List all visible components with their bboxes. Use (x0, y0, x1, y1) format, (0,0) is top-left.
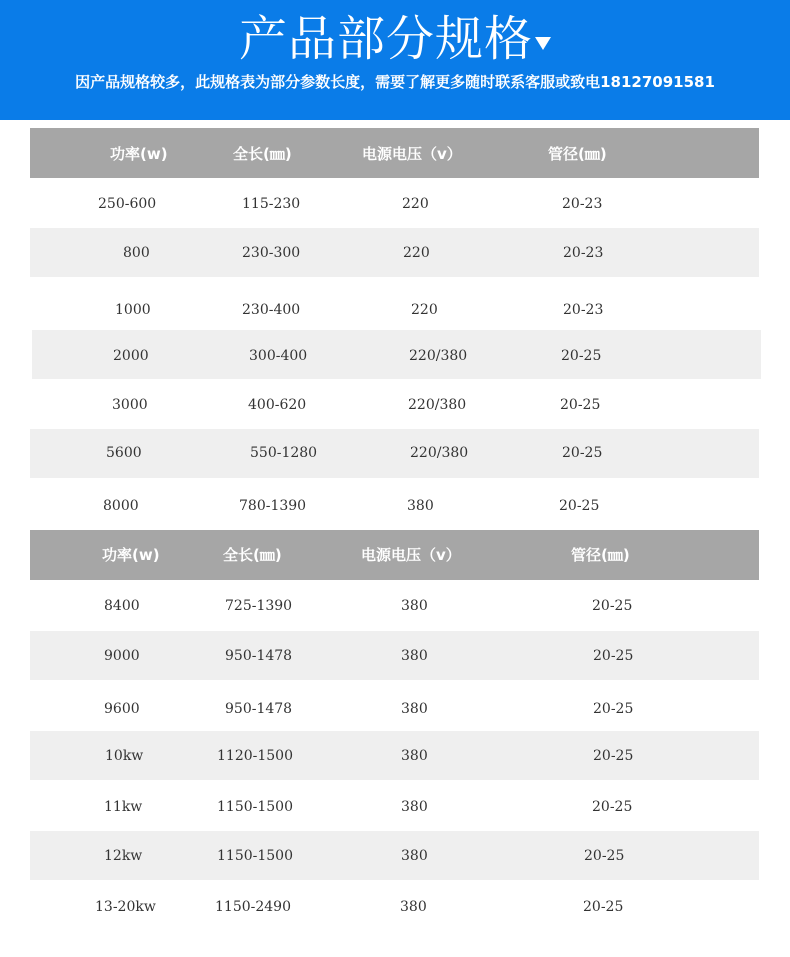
table2-cell-diameter: 20-25 (593, 748, 634, 764)
table1-header-voltage: 电源电压（v） (362, 145, 462, 163)
table2-cell-power: 9000 (104, 648, 140, 664)
table2-cell-diameter: 20-25 (583, 899, 624, 915)
table2-cell-diameter: 20-25 (584, 848, 625, 864)
table1-cell-length: 550-1280 (250, 445, 318, 461)
table2-cell-length: 725-1390 (225, 598, 293, 614)
page-subtitle: 因产品规格较多，此规格表为部分参数长度，需要了解更多随时联系客服或致电18127091581 (75, 73, 715, 91)
table1-header-power: 功率(w) (110, 145, 168, 163)
table1-cell-power: 1000 (115, 302, 151, 318)
table2-cell-voltage: 380 (400, 899, 427, 915)
table2-cell-diameter: 20-25 (593, 701, 634, 717)
table1-cell-length: 780-1390 (239, 498, 307, 514)
table1-cell-power: 250-600 (98, 196, 157, 212)
table1-cell-diameter: 20-25 (561, 348, 602, 364)
table2-header-power: 功率(w) (102, 546, 160, 564)
header-banner (0, 0, 790, 120)
table1-cell-diameter: 20-25 (559, 498, 600, 514)
table1-cell-diameter: 20-25 (562, 445, 603, 461)
table2-cell-length: 1120-1500 (217, 748, 293, 764)
table2-cell-length: 950-1478 (225, 648, 293, 664)
table1-cell-voltage: 220/380 (408, 397, 467, 413)
table1-cell-length: 230-400 (242, 302, 301, 318)
table2-cell-voltage: 380 (401, 598, 428, 614)
table2-cell-voltage: 380 (401, 648, 428, 664)
table2-cell-voltage: 380 (401, 848, 428, 864)
table2-cell-power: 9600 (104, 701, 140, 717)
table2-cell-power: 10kw (105, 748, 144, 764)
table1-cell-voltage: 220/380 (409, 348, 468, 364)
table1-cell-length: 230-300 (242, 245, 301, 261)
table1-cell-length: 115-230 (242, 196, 301, 212)
table2-cell-power: 12kw (104, 848, 143, 864)
table1-cell-diameter: 20-23 (563, 302, 604, 318)
table1-cell-voltage: 220/380 (410, 445, 469, 461)
table1-header-length: 全长(㎜) (233, 145, 292, 163)
table2-cell-length: 950-1478 (225, 701, 293, 717)
table1-cell-length: 300-400 (249, 348, 308, 364)
table2-cell-diameter: 20-25 (593, 648, 634, 664)
table1-cell-voltage: 220 (402, 196, 429, 212)
table1-cell-power: 5600 (106, 445, 142, 461)
table2-cell-diameter: 20-25 (592, 799, 633, 815)
table2-cell-length: 1150-1500 (217, 848, 293, 864)
table2-cell-power: 8400 (104, 598, 140, 614)
table1-header-diameter: 管径(㎜) (548, 145, 607, 163)
table1-cell-diameter: 20-23 (563, 245, 604, 261)
table2-cell-voltage: 380 (401, 799, 428, 815)
table1-cell-voltage: 380 (407, 498, 434, 514)
table1-cell-length: 400-620 (248, 397, 307, 413)
table1-cell-power: 2000 (113, 348, 149, 364)
table1-cell-power: 800 (123, 245, 150, 261)
title-row (0, 8, 790, 70)
table1-cell-power: 8000 (103, 498, 139, 514)
table2-cell-length: 1150-1500 (217, 799, 293, 815)
table2-cell-power: 11kw (104, 799, 143, 815)
table2-cell-power: 13-20kw (95, 899, 156, 915)
table1-cell-power: 3000 (112, 397, 148, 413)
table2-header-length: 全长(㎜) (223, 546, 282, 564)
caret-down-icon (535, 37, 551, 50)
table2-cell-voltage: 380 (401, 748, 428, 764)
table1-cell-diameter: 20-23 (562, 196, 603, 212)
table2-cell-length: 1150-2490 (215, 899, 291, 915)
table2-header-voltage: 电源电压（v） (361, 546, 461, 564)
page-title: 产品部分规格 (238, 11, 533, 67)
table1-cell-diameter: 20-25 (560, 397, 601, 413)
table2-cell-diameter: 20-25 (592, 598, 633, 614)
table2-cell-voltage: 380 (401, 701, 428, 717)
table2-header-diameter: 管径(㎜) (571, 546, 630, 564)
table1-cell-voltage: 220 (411, 302, 438, 318)
table1-cell-voltage: 220 (403, 245, 430, 261)
